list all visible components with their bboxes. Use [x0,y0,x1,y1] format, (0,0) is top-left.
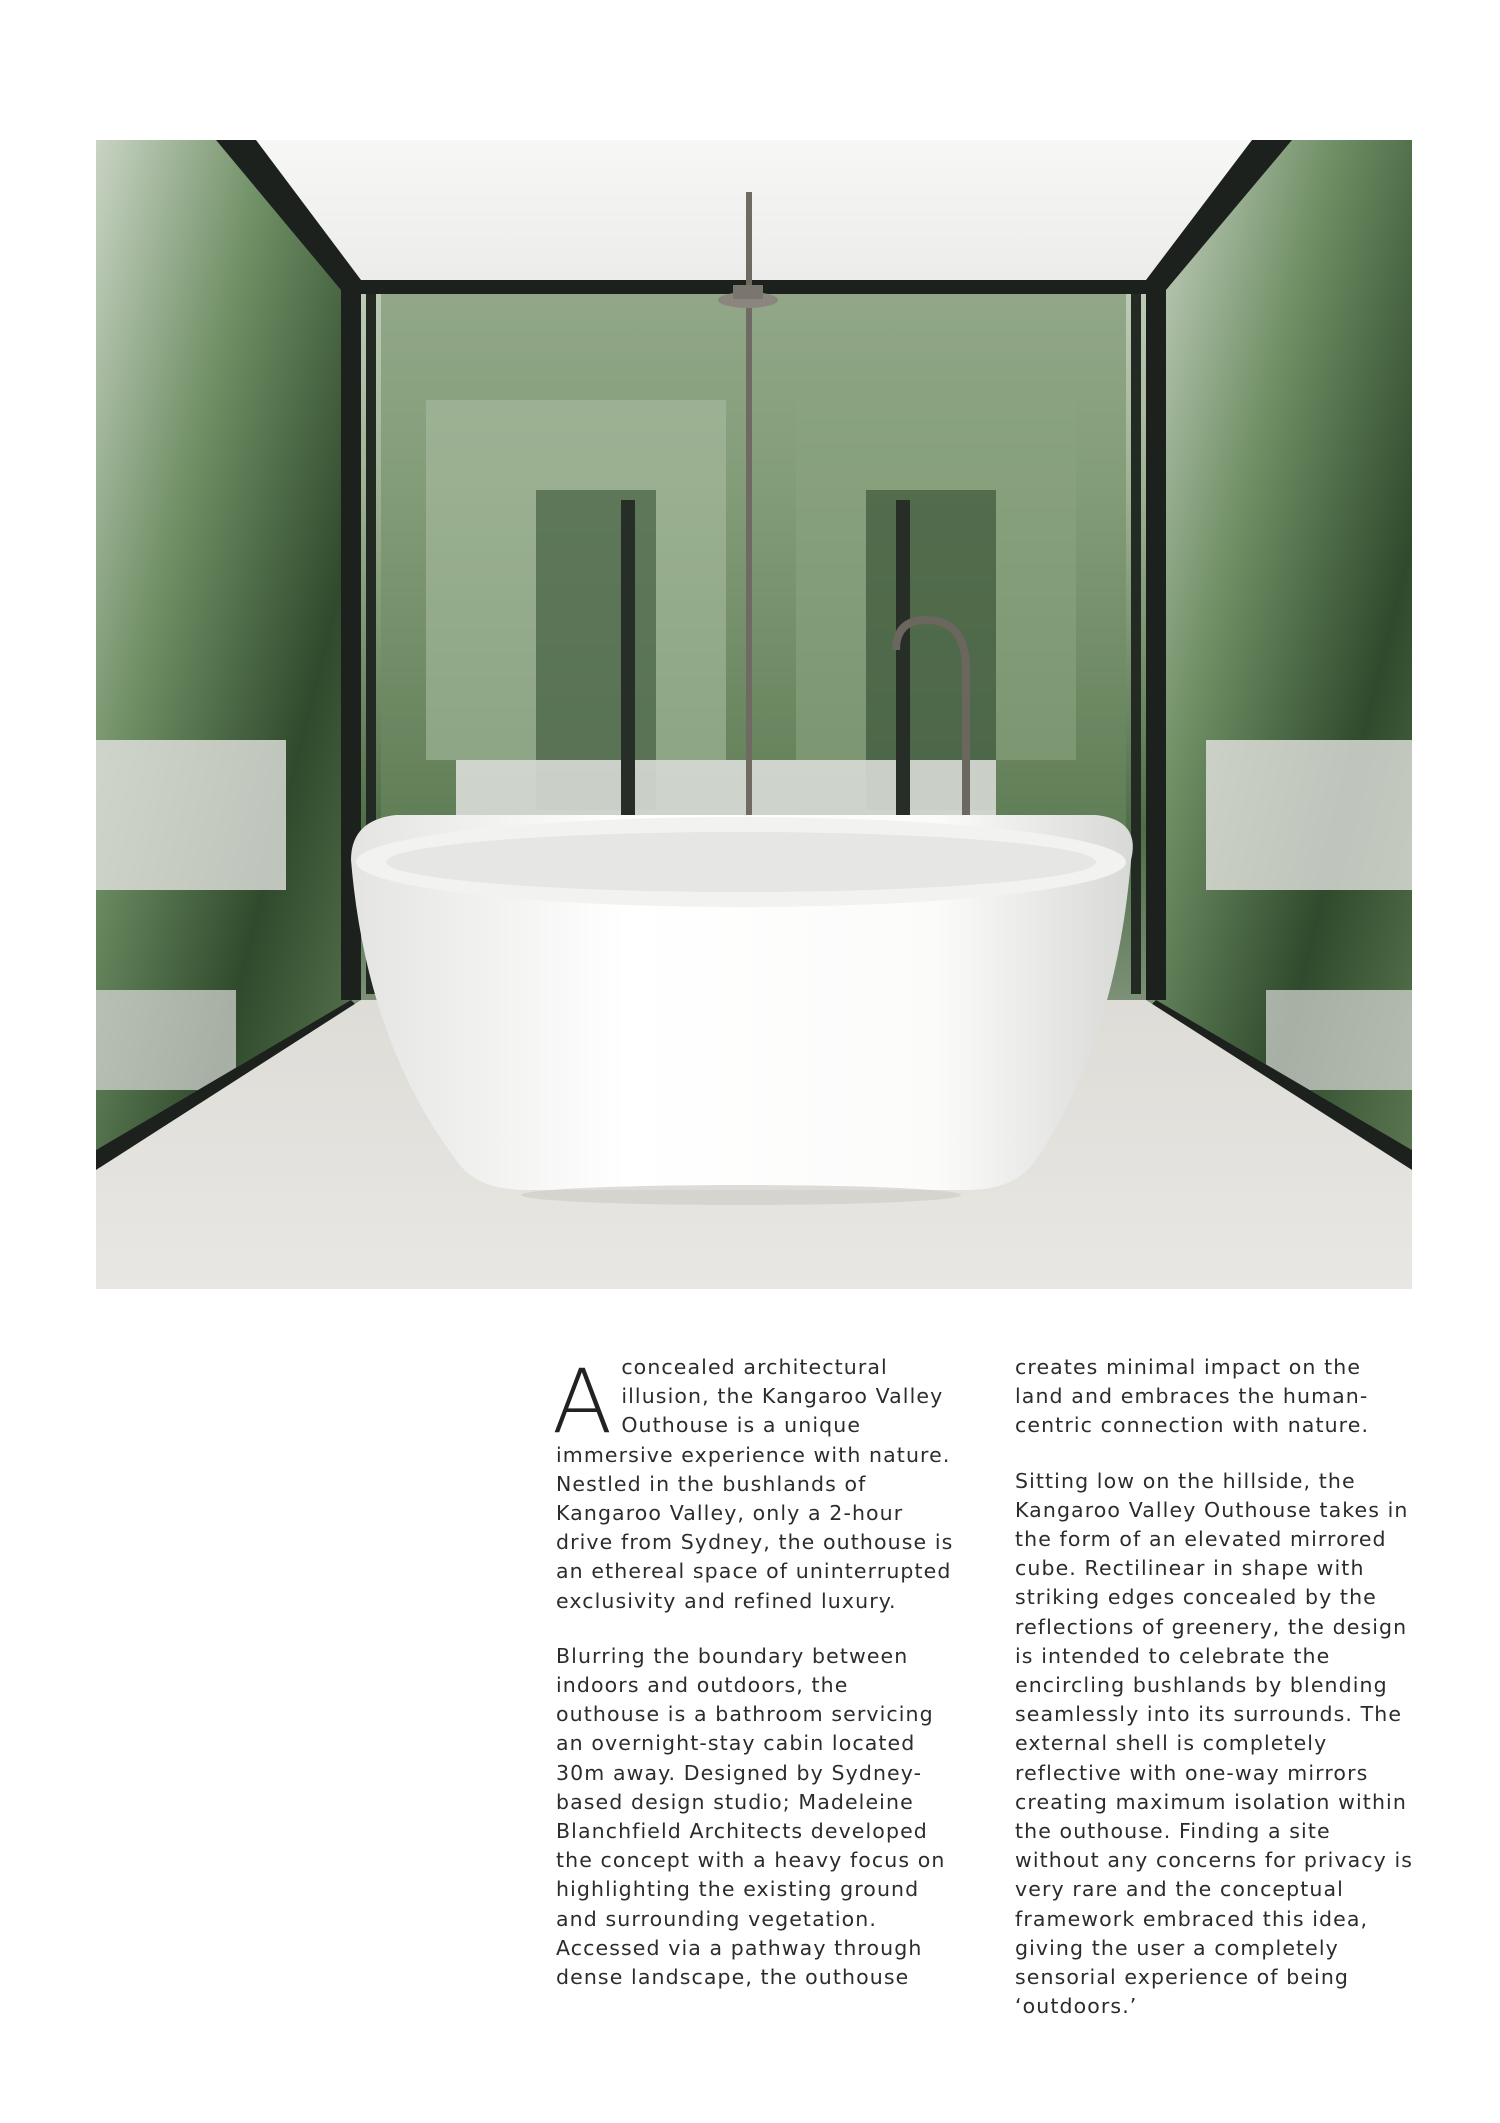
article-column-left [552,1350,956,2018]
drop-cap: A [552,1350,614,1453]
article-column-right [1015,1353,1415,2047]
paragraph-continuation: creates minimal impact on the land and embraces the human-centric connection with nature. [1015,1355,1370,1438]
bathroom-illustration [96,140,1412,1289]
hero-photo-bathtub-outhouse [96,140,1412,1289]
paragraph-hillside: Sitting low on the hillside, the Kangaroo Valley Outhouse takes in the form of an elevated mirrored cube. Rectilinear in shape with striking edges concealed by the reflections of greenery, the design is intended to celebrate the encircling bushlands by blending seamlessly into its surrounds. The external shell is completely reflective with one-way mirrors creating maximum isolation within the outhouse. Finding a site without any concerns for privacy is very rare and the conceptual framework embraced this idea, giving the user a completely sensorial experience of being ‘outdoors.’ [1015,1468,1414,2019]
paragraph-intro [552,1350,956,1616]
paragraph-intro-text: concealed architectural illusion, the Kangaroo Valley Outhouse is a unique immersive experience with nature. Nestled in the bushlands of Kangaroo Valley, only a 2-hour drive from Sydney, the outhouse is an ethereal space of uninterrupted exclusivity and refined luxury. [556,1355,954,1613]
paragraph-boundary: Blurring the boundary between indoors and outdoors, the outhouse is a bathroom servicing an overnight-stay cabin located 30m away. Designed by Sydney-based design studio; Madeleine Blanchfield Architects developed the concept with a heavy focus on highlighting the existing ground and surrounding vegetation. Accessed via a pathway through dense landscape, the outhouse [556,1643,946,1990]
